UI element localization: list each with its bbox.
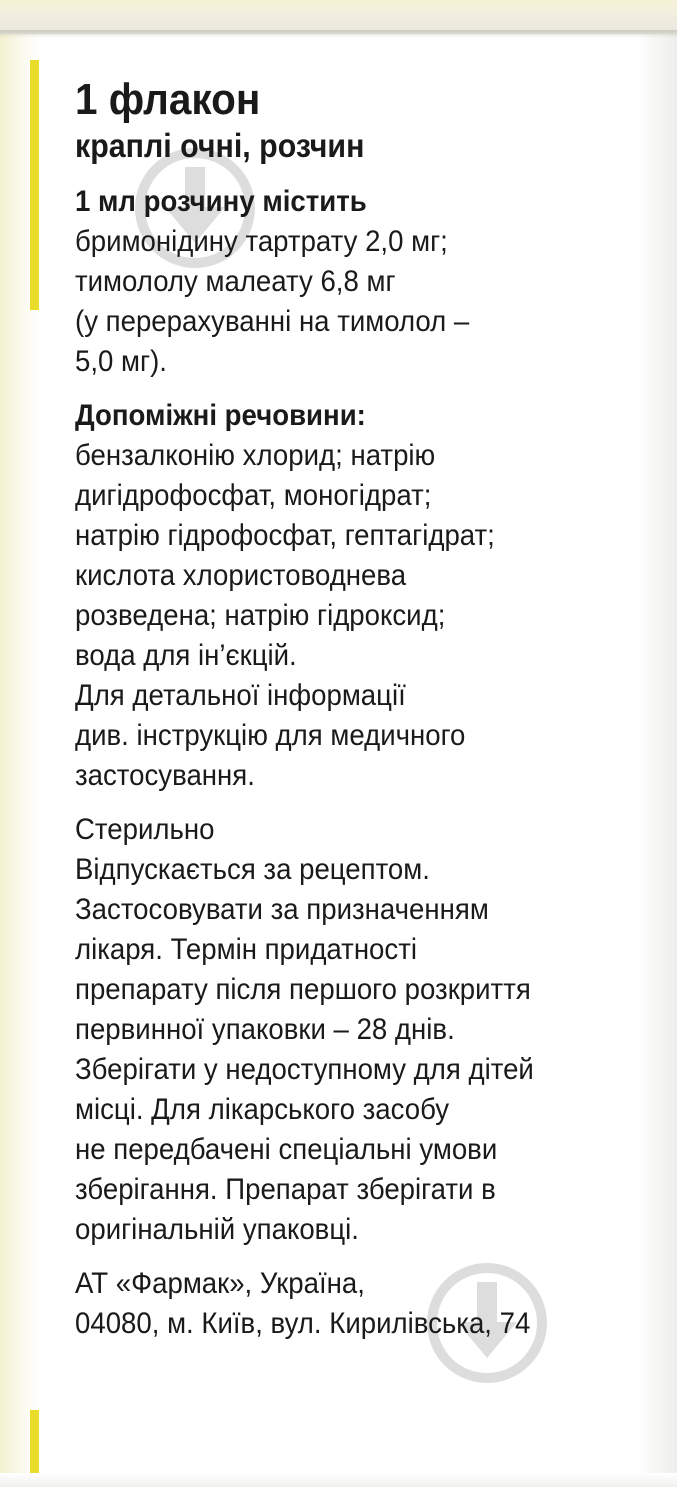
section-gap xyxy=(75,382,635,396)
box-top-fold xyxy=(0,0,677,34)
storage-line: Зберігати у недоступному для дітей xyxy=(75,1053,534,1086)
package-quantity-title: 1 флакон xyxy=(75,75,261,124)
section-gap xyxy=(75,1250,635,1264)
manufacturer-line: АТ «Фармак», Україна, xyxy=(75,1267,365,1300)
excipients-line: натрію гідрофосфат, гептагідрат; xyxy=(75,519,495,552)
storage-line: первинної упаковки – 28 днів. xyxy=(75,1013,455,1046)
excipients-line: розведена; натрію гідроксид; xyxy=(75,599,446,632)
box-top-fold-shadow xyxy=(0,30,677,38)
box-bottom-edge xyxy=(0,1473,677,1487)
storage-line: Стерильно xyxy=(75,813,215,846)
storage-line: місці. Для лікарського засобу xyxy=(75,1093,450,1126)
excipients-line: бензалконію хлорид; натрію xyxy=(75,439,436,472)
storage-line: зберігання. Препарат зберігати в xyxy=(75,1173,496,1206)
composition-line: тимололу малеату 6,8 мг xyxy=(75,265,396,298)
excipients-line: кислота хлористоводнева xyxy=(75,559,407,592)
excipients-line: вода для ін’єкцій. xyxy=(75,639,297,672)
storage-line: Відпускається за рецептом. xyxy=(75,853,430,886)
box-right-edge xyxy=(637,0,677,1487)
manufacturer-address-line: 04080, м. Київ, вул. Кирилівська, 74 xyxy=(75,1307,531,1340)
storage-line: препарату після першого розкриття xyxy=(75,973,531,1006)
excipients-heading: Допоміжні речовини: xyxy=(75,399,366,432)
excipients-line: дигідрофосфат, моногідрат; xyxy=(75,479,432,512)
composition-line: (у перерахуванні на тимолол – xyxy=(75,305,470,338)
composition-line: бримонідину тартрату 2,0 мг; xyxy=(75,225,448,258)
storage-line: лікаря. Термін придатності xyxy=(75,933,417,966)
dosage-form-subtitle: краплі очні, розчин xyxy=(75,127,365,164)
composition-line: 5,0 мг). xyxy=(75,345,167,378)
storage-line: Застосовувати за призначенням xyxy=(75,893,489,926)
composition-heading: 1 мл розчину містить xyxy=(75,185,367,218)
storage-line: не передбачені спеціальні умови xyxy=(75,1133,498,1166)
instruction-line: Для детальної інформації xyxy=(75,679,406,712)
yellow-accent-strip-bottom xyxy=(30,1410,39,1480)
section-gap xyxy=(75,796,635,810)
instruction-line: застосування. xyxy=(75,759,255,792)
label-text-block xyxy=(75,74,635,1344)
yellow-accent-strip xyxy=(30,60,39,310)
storage-line: оригінальній упаковці. xyxy=(75,1213,359,1246)
instruction-line: див. інструкцію для медичного xyxy=(75,719,466,752)
